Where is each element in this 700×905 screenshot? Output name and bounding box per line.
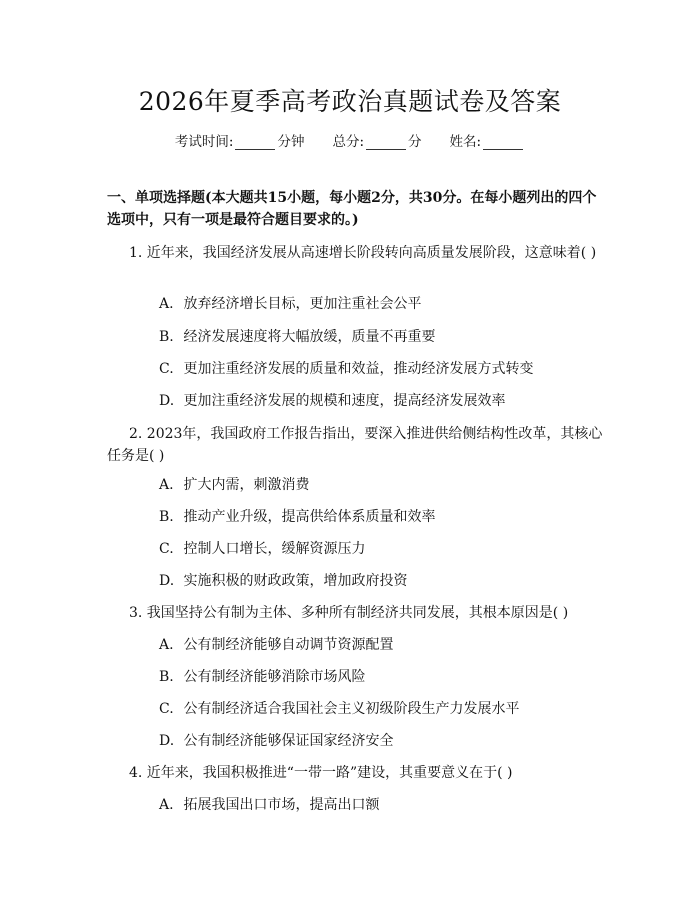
option-letter: C. [159, 361, 174, 377]
option-text: 扩大内需，刺激消费 [183, 477, 310, 493]
question-stem [107, 602, 607, 624]
option-letter: D. [159, 733, 175, 749]
option-letter: A. [159, 637, 174, 653]
option-letter: B. [159, 329, 174, 345]
exam-time-unit: 分钟 [277, 134, 305, 150]
option-text: 更加注重经济发展的质量和效益，推动经济发展方式转变 [183, 361, 534, 377]
question-1-option-b [159, 326, 579, 348]
name-blank [483, 135, 523, 150]
question-stem [107, 242, 607, 264]
option-letter: C. [159, 541, 174, 557]
question-2-option-d [159, 570, 579, 592]
exam-title: 2026年夏季高考政治真题试卷及答案 [138, 87, 562, 116]
option-letter: A. [159, 296, 174, 312]
exam-time-blank [235, 135, 275, 150]
option-letter: A. [159, 477, 174, 493]
question-3-option-c [159, 698, 579, 720]
option-letter: B. [159, 669, 174, 685]
exam-info-row [0, 130, 700, 150]
question-3-option-b [159, 666, 579, 688]
option-letter: C. [159, 701, 174, 717]
option-text: 公有制经济能够保证国家经济安全 [183, 733, 394, 749]
option-text: 放弃经济增长目标，更加注重社会公平 [183, 296, 422, 312]
option-letter: D. [159, 393, 175, 409]
question-stem [107, 423, 607, 467]
question-2-option-c [159, 538, 579, 560]
option-text: 实施积极的财政政策，增加政府投资 [183, 573, 408, 589]
option-letter: D. [159, 573, 175, 589]
option-text: 公有制经济适合我国社会主义初级阶段生产力发展水平 [183, 701, 520, 717]
question-2-stem: 2. 2023年，我国政府工作报告指出，要深入推进供给侧结构性改革，其核心任务是( ) [107, 426, 603, 464]
option-letter: A. [159, 797, 174, 813]
question-3-stem: 3. 我国坚持公有制为主体、多种所有制经济共同发展，其根本原因是( ) [129, 605, 569, 621]
option-text: 经济发展速度将大幅放缓，质量不再重要 [183, 329, 436, 345]
exam-time-label: 考试时间: [174, 134, 234, 150]
total-score-field [332, 130, 421, 150]
exam-time-field [175, 130, 305, 150]
option-text: 公有制经济能够自动调节资源配置 [183, 637, 394, 653]
option-text: 推动产业升级，提高供给体系质量和效率 [183, 509, 436, 525]
question-3-option-a [159, 634, 579, 656]
total-score-label: 总分: [332, 134, 365, 150]
option-text: 拓展我国出口市场，提高出口额 [183, 797, 380, 813]
question-3-option-d [159, 730, 579, 752]
question-4-stem: 4. 近年来，我国积极推进“一带一路”建设，其重要意义在于( ) [129, 765, 513, 781]
option-text: 更加注重经济发展的规模和速度，提高经济发展效率 [183, 393, 506, 409]
question-stem [107, 762, 607, 784]
question-4-option-a [159, 794, 579, 816]
question-1-option-d [159, 390, 579, 412]
total-score-unit: 分 [408, 134, 422, 150]
question-1-stem: 1. 近年来，我国经济发展从高速增长阶段转向高质量发展阶段，这意味着( ) [129, 245, 597, 261]
option-letter: B. [159, 509, 174, 525]
option-text: 公有制经济能够消除市场风险 [183, 669, 366, 685]
question-1-option-a [159, 293, 579, 315]
question-2-option-b [159, 506, 579, 528]
question-2-option-a [159, 474, 579, 496]
total-score-blank [366, 135, 406, 150]
option-text: 控制人口增长，缓解资源压力 [183, 541, 366, 557]
name-label: 姓名: [449, 134, 482, 150]
question-1-option-c [159, 358, 579, 380]
name-field [450, 130, 526, 150]
section-heading: 一、单项选择题(本大题共15小题，每小题2分，共30分。在每小题列出的四个选项中，只有一项是最符合题目要求的。) [107, 190, 597, 228]
